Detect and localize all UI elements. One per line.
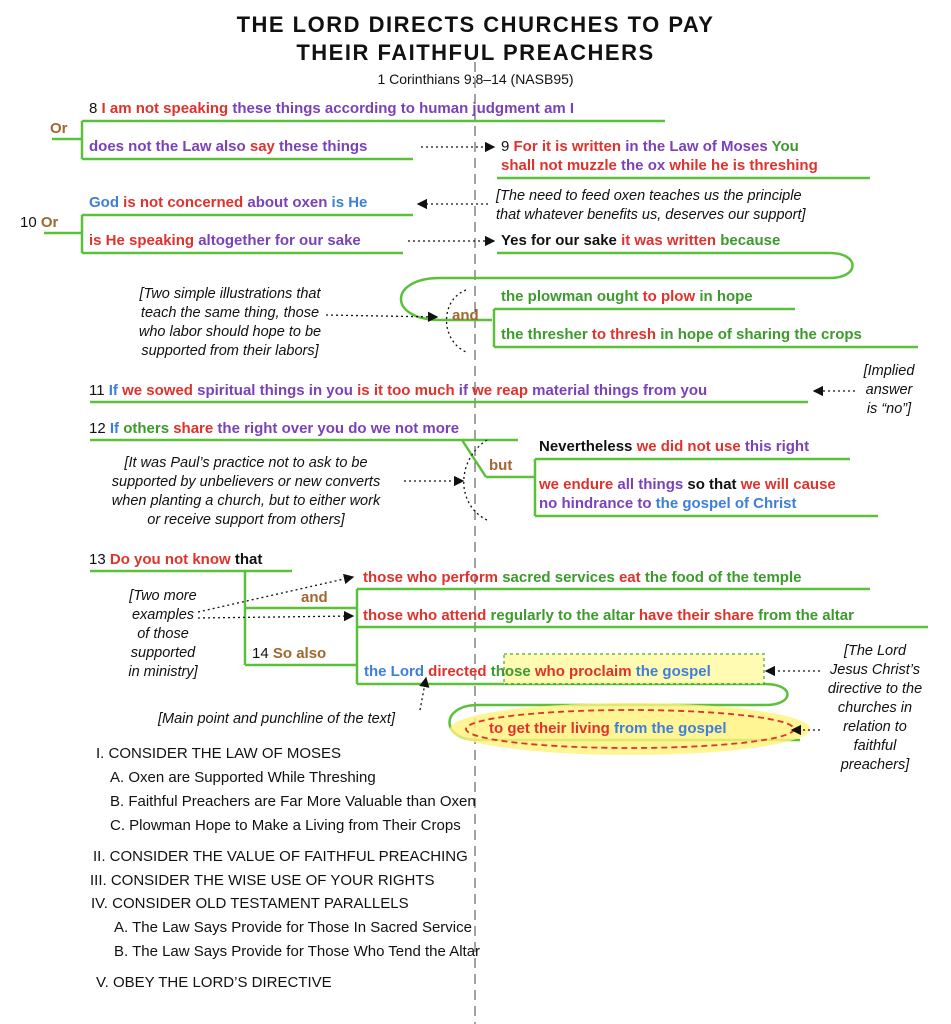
title-line-2: THEIR FAITHFUL PREACHERS: [296, 40, 655, 65]
verse-10-label: 10 Or: [20, 214, 59, 231]
thresher-line: the thresher to thresh in hope of sharing the crops: [501, 326, 862, 343]
scripture-reference: 1 Corinthians 9:8–14 (NASB95): [377, 71, 574, 87]
verse-9-line-1: 9 For it is written in the Law of Moses You: [501, 138, 799, 155]
yes-line: Yes for our sake it was written because: [501, 232, 781, 249]
outline-point-2: II. CONSIDER THE VALUE OF FAITHFUL PREACHING: [93, 848, 468, 865]
conjunction-or: Or: [50, 120, 68, 137]
god-oxen-line: God is not concerned about oxen is He: [89, 194, 368, 211]
speaking-line: is He speaking altogether for our sake: [89, 232, 361, 249]
verse-13-line: 13 Do you not know that: [89, 551, 263, 568]
note-paul-practice: [It was Paul’s practice not to ask to be supported by unbelievers or new converts when planting a church, but to either work or receive support from others]: [111, 455, 381, 528]
sacred-services-line: those who perform sacred services eat the food of the temple: [363, 569, 802, 586]
outline-point-5: V. OBEY THE LORD’S DIRECTIVE: [96, 974, 332, 991]
nevertheless-line: Nevertheless we did not use this right: [539, 438, 810, 455]
living-line: to get their living from the gospel: [489, 720, 727, 737]
note-two-illustrations: [Two simple illustrations that teach the same thing, those who labor should hope to be supported from their labors]: [138, 286, 322, 359]
verse-9-line-2: shall not muzzle the ox while he is threshing: [501, 157, 818, 174]
lord-directed-line: the Lord directed those who proclaim the gospel: [364, 663, 711, 680]
note-lords-directive: [The Lord Jesus Christ’s directive to the churches in relation to faithful preachers]: [827, 643, 923, 773]
hindrance-line: no hindrance to the gospel of Christ: [539, 495, 797, 512]
outline-point-4: IV. CONSIDER OLD TESTAMENT PARALLELS: [91, 895, 409, 912]
law-say-line: does not the Law also say these things: [89, 138, 368, 155]
outline-point-1a: A. Oxen are Supported While Threshing: [110, 769, 376, 786]
verse-8-line: 8 I am not speaking these things according to human judgment am I: [89, 100, 575, 117]
outline-point-1c: C. Plowman Hope to Make a Living from Their Crops: [110, 817, 461, 834]
outline-point-1b: B. Faithful Preachers are Far More Valuable than Oxen: [110, 793, 476, 810]
conjunction-but: but: [489, 457, 513, 474]
outline-point-4a: A. The Law Says Provide for Those In Sacred Service: [114, 919, 472, 936]
endure-line: we endure all things so that we will cause: [539, 476, 836, 493]
outline-point-4b: B. The Law Says Provide for Those Who Tend the Altar: [114, 943, 481, 960]
note-two-more-examples: [Two more examples of those supported in ministry]: [128, 588, 198, 680]
conjunction-and-1: and: [452, 307, 479, 324]
verse-number: 8: [89, 100, 98, 117]
title-line-1: THE LORD DIRECTS CHURCHES TO PAY: [236, 12, 715, 37]
verse-12-line: 12 If others share the right over you do we not more: [89, 420, 460, 437]
outline-point-1: I. CONSIDER THE LAW OF MOSES: [96, 745, 342, 762]
outline-point-3: III. CONSIDER THE WISE USE OF YOUR RIGHTS: [90, 872, 435, 889]
plowman-line: the plowman ought to plow in hope: [501, 288, 753, 305]
arrow-more-to-altar: [198, 616, 353, 618]
note-main-point: [Main point and punchline of the text]: [158, 711, 395, 727]
note-oxen-principle: [The need to feed oxen teaches us the principle that whatever benefits us, deserves our support]: [496, 188, 806, 223]
verse-14-line: 14 So also: [252, 645, 327, 662]
note-implied-answer: [Implied answer is “no”]: [863, 363, 915, 417]
verse-11-line: 11 If we sowed spiritual things in you is it too much if we reap material things from you: [89, 382, 708, 399]
conjunction-and-2: and: [301, 589, 328, 606]
altar-line: those who attend regularly to the altar have their share from the altar: [363, 607, 854, 624]
